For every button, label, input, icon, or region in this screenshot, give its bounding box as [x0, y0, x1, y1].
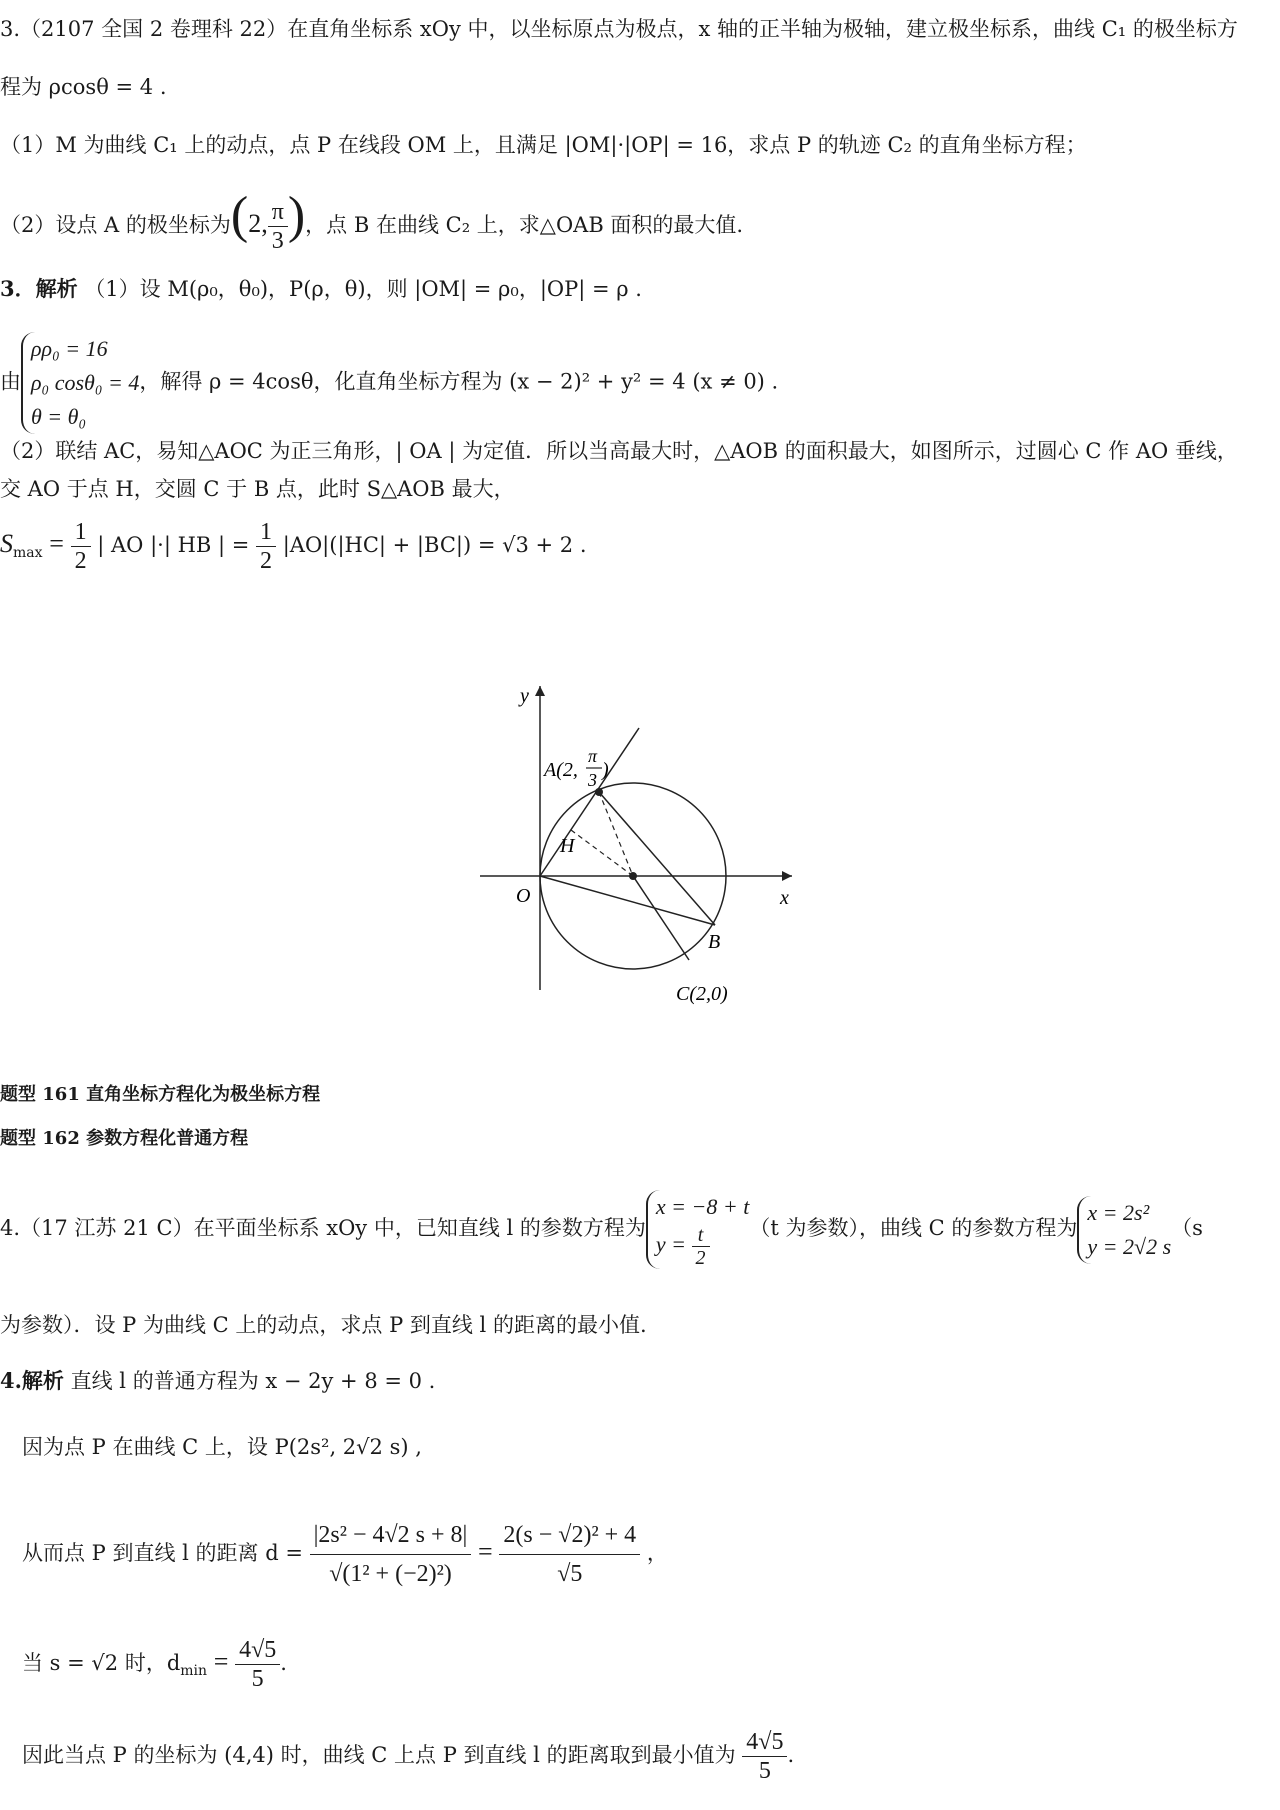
final-num: 4√5	[742, 1728, 787, 1757]
solution-3-part2a: （2）联结 AC，易知△AOC 为正三角形，| OA | 为定值．所以当高最大时，△AOB 的面积最大，如图所示，过圆心 C 作 AO 垂线，	[0, 439, 1238, 463]
solution-4-line2: 因为点 P 在曲线 C 上，设 P(2s², 2√2 s) ,	[22, 1435, 422, 1459]
label-a: A(2,	[544, 759, 578, 781]
system-eq-2: ρ₀ cosθ₀ = 4	[31, 370, 140, 395]
x-arrow	[782, 871, 792, 881]
smax-sub: max	[13, 545, 43, 562]
smax-end: |AO|(|HC| + |BC|) = √3 + 2 .	[282, 533, 587, 557]
heading-161: 题型 161 直角坐标方程化为极坐标方程	[0, 1084, 321, 1105]
half2-den: 2	[260, 548, 273, 574]
label-o: O	[516, 885, 531, 907]
dmin-frac	[235, 1636, 280, 1693]
p4-post: （s	[1171, 1216, 1203, 1240]
half-num: 1	[71, 518, 91, 547]
smax-mid: | AO |·| HB | =	[97, 533, 250, 557]
l4-eq: =	[213, 1647, 229, 1676]
q2-paren-left: (	[230, 187, 249, 244]
half2-num: 1	[256, 518, 276, 547]
final-frac	[742, 1728, 787, 1785]
solution-4-line1	[0, 1366, 435, 1396]
distance-frac-2	[499, 1516, 640, 1593]
d-comma: ，	[646, 1541, 668, 1565]
solution-3-system-line	[0, 332, 778, 434]
system-eq-1: ρρ₀ = 16	[31, 336, 108, 361]
final-den: 5	[758, 1758, 771, 1784]
y-arrow	[535, 686, 545, 696]
problem-4-line1	[0, 1180, 1203, 1276]
l-sys-2-pre: y =	[655, 1231, 687, 1257]
smax-half-1	[71, 518, 91, 575]
label-h: H	[560, 835, 575, 857]
dmin-num: 4√5	[235, 1636, 280, 1665]
problem-3-line2: 程为 ρcosθ = 4 .	[0, 75, 167, 99]
smax-s: S	[0, 529, 13, 558]
point-c	[629, 872, 637, 880]
circle-diagram	[470, 680, 810, 1020]
dmin-den: 5	[251, 1666, 264, 1692]
solution-4-line3	[22, 1504, 668, 1601]
q2-pi: π	[268, 198, 288, 227]
q2-three: 3	[271, 228, 284, 254]
label-a-close: )	[602, 759, 609, 781]
solution-3-smax	[0, 512, 587, 585]
system-eq-3: θ = θ₀	[31, 404, 87, 429]
q2-suffix: ，点 B 在曲线 C₂ 上，求△OAB 面积的最大值.	[305, 213, 744, 237]
d-den-1: √(1² + (−2)²)	[329, 1561, 452, 1587]
d-eq: =	[478, 1537, 493, 1566]
label-x: x	[780, 887, 789, 909]
l-sys-1: x = −8 + t	[655, 1194, 750, 1219]
problem-3-question-1: （1）M 为曲线 C₁ 上的动点，点 P 在线段 OM 上，且满足 |OM|·|OP| = 16，求点 P 的轨迹 C₂ 的直角坐标方程；	[0, 133, 1087, 157]
label-c: C(2,0)	[676, 983, 728, 1005]
solution-4-line5	[22, 1720, 794, 1790]
curve-c-system	[1077, 1196, 1171, 1264]
line-ob	[540, 876, 715, 925]
solution-3-part1	[0, 274, 642, 304]
heading-162: 题型 162 参数方程化普通方程	[0, 1128, 249, 1149]
q2-two: 2,	[248, 209, 268, 238]
smax-half-2	[256, 518, 276, 575]
problem-3-line1: 3.（2107 全国 2 卷理科 22）在直角坐标系 xOy 中，以坐标原点为极点，x 轴的正半轴为极轴，建立极坐标系，曲线 C₁ 的极坐标方	[0, 17, 1238, 41]
d-den-2: √5	[557, 1561, 583, 1587]
line-ab	[599, 792, 715, 925]
label-a-3: 3	[588, 770, 597, 790]
t-over-2	[692, 1224, 710, 1269]
line-cb	[633, 876, 689, 960]
solution-4-line4	[22, 1630, 287, 1703]
line-l-system	[646, 1190, 749, 1269]
label-b: B	[708, 931, 721, 953]
d-num-2: 2(s − √2)² + 4	[499, 1516, 640, 1555]
half-den: 2	[74, 548, 87, 574]
t-den: 2	[695, 1247, 706, 1269]
l4-dot: .	[280, 1651, 287, 1675]
p4-pre: 4.（17 江苏 21 C）在平面坐标系 xOy 中，已知直线 l 的参数方程为	[0, 1216, 646, 1240]
c-sys-1: x = 2s²	[1087, 1199, 1150, 1225]
label-y: y	[520, 685, 529, 707]
p4-mid: （t 为参数），曲线 C 的参数方程为	[749, 1216, 1078, 1240]
equation-system	[21, 332, 139, 434]
distance-frac-1	[310, 1516, 472, 1593]
l-sys-2	[656, 1224, 749, 1269]
solution-4-l1: 直线 l 的普通方程为 x − 2y + 8 = 0 .	[70, 1369, 436, 1393]
l5-dot: .	[787, 1743, 795, 1767]
solution-3-part2b: 交 AO 于点 H，交圆 C 于 B 点，此时 S△AOB 最大，	[0, 477, 515, 501]
system-post: ，解得 ρ = 4cosθ，化直角坐标方程为 (x − 2)² + y² = 4 (x ≠ 0) .	[139, 369, 779, 394]
d-num-1: |2s² − 4√2 s + 8|	[310, 1516, 472, 1555]
l5-pre: 因此当点 P 的坐标为 (4,4) 时，曲线 C 上点 P 到直线 l 的距离取到最小值为	[22, 1743, 736, 1767]
problem-3-question-2	[0, 186, 743, 255]
label-a-pi: π	[588, 746, 598, 766]
q2-paren-right: )	[287, 187, 306, 244]
l4-sub: min	[180, 1663, 208, 1680]
solution-3-label: 3．解析	[0, 276, 78, 301]
problem-4-line2: 为参数）．设 P 为曲线 C 上的动点，求点 P 到直线 l 的距离的最小值.	[0, 1313, 647, 1337]
q2-pi-over-3	[268, 198, 288, 255]
l4-pre: 当 s = √2 时，d	[22, 1651, 181, 1675]
l3-pre: 从而点 P 到直线 l 的距离 d =	[22, 1541, 303, 1565]
smax-eq: =	[49, 529, 64, 558]
q2-prefix: （2）设点 A 的极坐标为	[0, 213, 231, 237]
solution-3-part1-text: （1）设 M(ρ₀，θ₀)，P(ρ，θ)，则 |OM| = ρ₀，|OP| = ρ .	[84, 277, 642, 301]
c-sys-2: y = 2√2 s	[1087, 1233, 1172, 1259]
system-you: 由	[0, 369, 21, 394]
solution-4-label: 4.解析	[0, 1368, 64, 1393]
t-num: t	[692, 1224, 710, 1247]
